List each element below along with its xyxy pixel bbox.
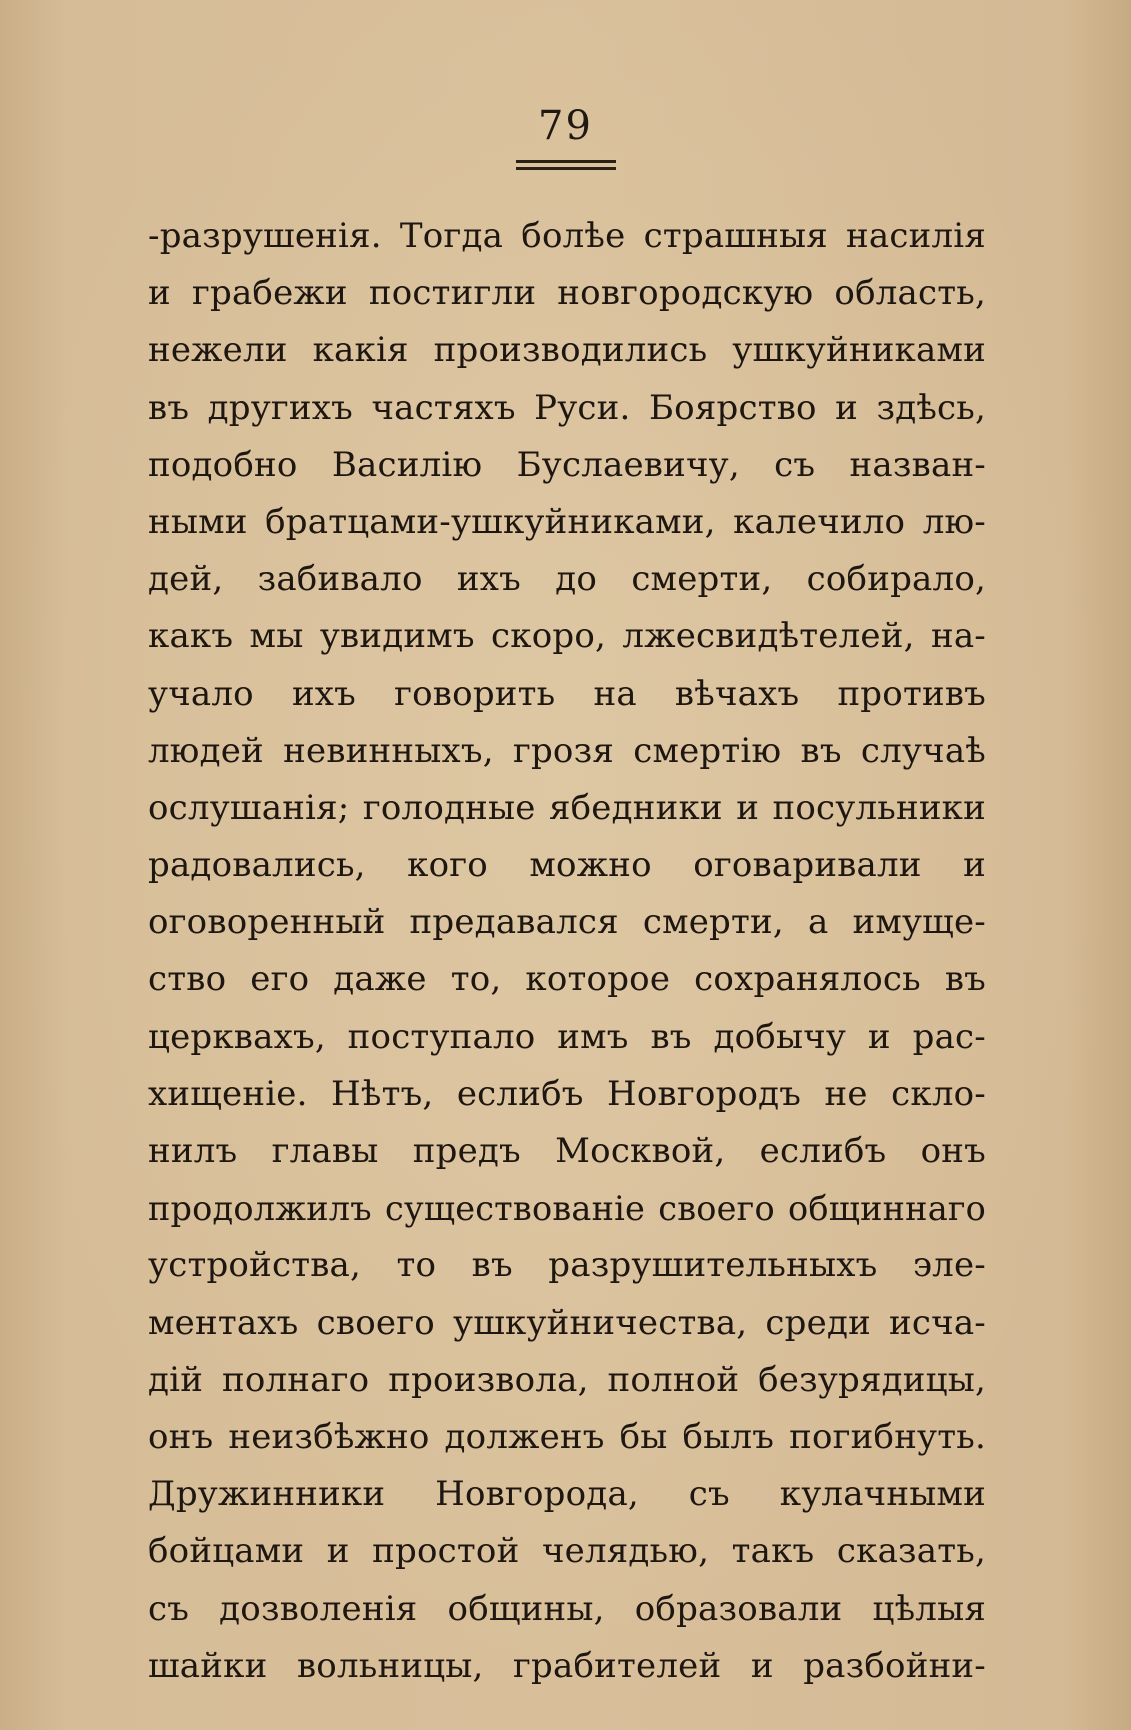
text-line: дей, забивало ихъ до смерти, собирало, xyxy=(148,559,986,600)
text-line: продолжилъ существованіе своего общиннаго xyxy=(148,1189,986,1229)
text-line: ментахъ своего ушкуйничества, среди исча- xyxy=(148,1302,986,1343)
text-line: нилъ главы предъ Москвой, еслибъ онъ xyxy=(148,1131,986,1171)
text-line: бойцами и простой челядью, такъ сказать, xyxy=(148,1531,986,1572)
text-line: хищеніе. Нѣтъ, еслибъ Новгородъ не скло- xyxy=(148,1073,986,1114)
text-line: учало ихъ говорить на вѣчахъ противъ xyxy=(148,673,986,714)
text-line: онъ неизбѣжно долженъ бы былъ погибнуть. xyxy=(148,1416,986,1457)
text-line: ными братцами-ушкуйниками, калечило лю- xyxy=(148,501,986,542)
text-line: оговоренный предавался смерти, а имуще- xyxy=(148,902,986,943)
body-text xyxy=(148,208,986,1695)
text-line: Дружинники Новгорода, съ кулачными xyxy=(148,1474,986,1515)
text-line: дій полнаго произвола, полной безурядицы, xyxy=(148,1359,986,1400)
text-line: радовались, кого можно оговаривали и xyxy=(148,845,986,886)
text-line: людей невинныхъ, грозя смертію въ случаѣ xyxy=(148,730,986,771)
text-line: какъ мы увидимъ скоро, лжесвидѣтелей, на- xyxy=(148,616,986,657)
page-number-rule-bottom xyxy=(516,167,616,170)
page-number: 79 xyxy=(538,103,593,149)
text-line: ство его даже то, которое сохранялось въ xyxy=(148,959,986,1000)
text-line: церквахъ, поступало имъ въ добычу и рас- xyxy=(148,1016,986,1057)
text-line: шайки вольницы, грабителей и разбойни- xyxy=(148,1645,986,1686)
text-line: ослушанія; голодные ябедники и посульники xyxy=(148,787,986,828)
text-line: и грабежи постигли новгородскую область, xyxy=(148,273,986,314)
text-line: нежели какія производились ушкуйниками xyxy=(148,330,986,371)
text-line: съ дозволенія общины, образовали цѣлыя xyxy=(148,1588,986,1629)
text-line: подобно Василію Буслаевичу, съ назван- xyxy=(148,444,986,485)
text-line: въ другихъ частяхъ Руси. Боярство и здѣсь, xyxy=(148,387,986,428)
text-line: -разрушенія. Тогда болѣе страшныя насилія xyxy=(148,216,986,256)
text-line: устройства, то въ разрушительныхъ эле- xyxy=(148,1245,986,1286)
page-number-rule-top xyxy=(516,160,616,163)
